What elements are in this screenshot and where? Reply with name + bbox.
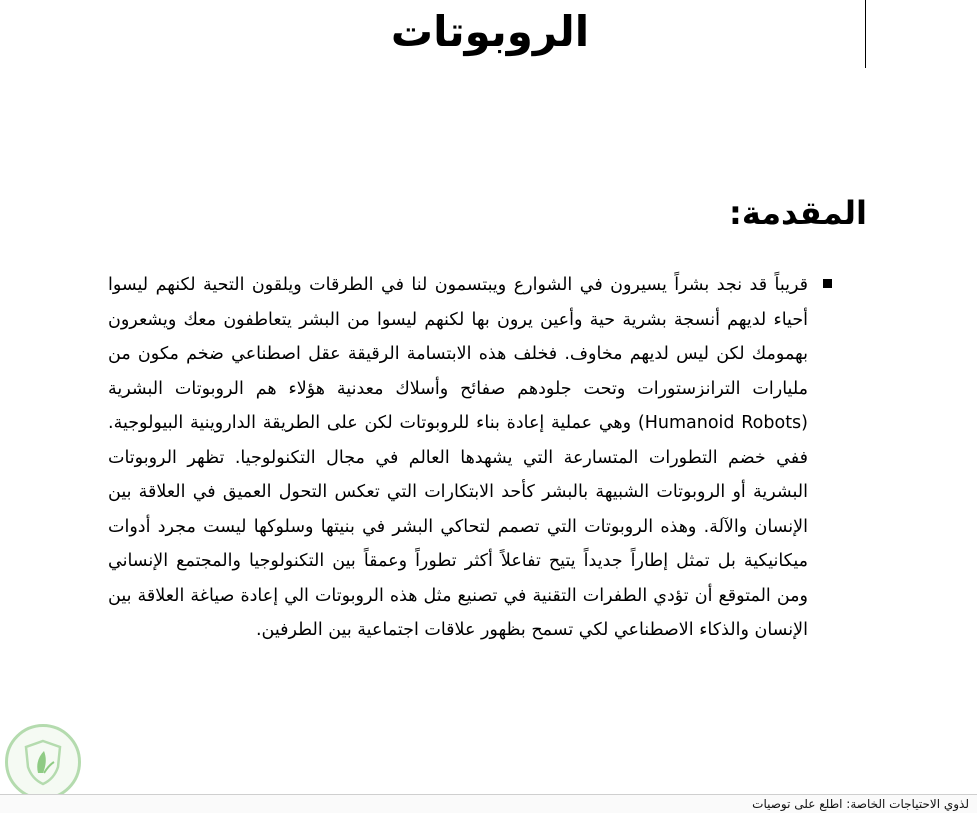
footer-bar <box>0 794 977 813</box>
margin-divider <box>865 0 866 68</box>
leaf-shield-logo-icon <box>8 727 78 797</box>
page-title: الروبوتات <box>390 7 590 56</box>
footer-text[interactable]: لذوي الاحتياجات الخاصة: اطلع على توصيات <box>752 797 969 811</box>
bullet-square-icon <box>823 279 832 288</box>
body-paragraph: قريباً قد نجد بشراً يسيرون في الشوارع ويبتسمون لنا في الطرقات ويلقون التحية لكنهم ليسوا أحياء لديهم أنسجة بشرية حية وأعين يرون بها لكنهم ليسوا من البشر يتعاطفون معك ويشعرون بهمومك لكن ليس لديهم مخاوف. فخلف هذه الابتسامة الرقيقة عقل اصطناعي ضخم مكون من مليارات الترانزستورات وتحت جلودهم صفائح وأسلاك معدنية هؤلاء هم الروبوتات البشرية (Humanoid Robots) وهي عملية إعادة بناء للروبوتات لكن على الطريقة الداروينية البيولوجية. ففي خضم التطورات المتسارعة التي يشهدها العالم في مجال التكنولوجيا. تظهر الروبوتات البشرية أو الروبوتات الشبيهة بالبشر كأحد الابتكارات التي تعكس التحول العميق في العلاقة بين الإنسان والآلة. وهذه الروبوتات التي تصمم لتحاكي البشر في بنيتها وسلوكها ليست مجرد أدوات ميكانيكية بل تمثل إطاراً جديداً يتيح تفاعلاً أكثر تطوراً وعمقاً بين التكنولوجيا والمجتمع الإنساني ومن المتوقع أن تؤدي الطفرات التقنية في تصنيع مثل هذه الروبوتات الي إعادة صياغة العلاقة بين الإنسان والذكاء الاصطناعي لكي تسمح بظهور علاقات اجتماعية بين الطرفين. <box>108 275 808 640</box>
section-heading: المقدمة: <box>729 194 867 232</box>
watermark-logo <box>5 724 81 800</box>
